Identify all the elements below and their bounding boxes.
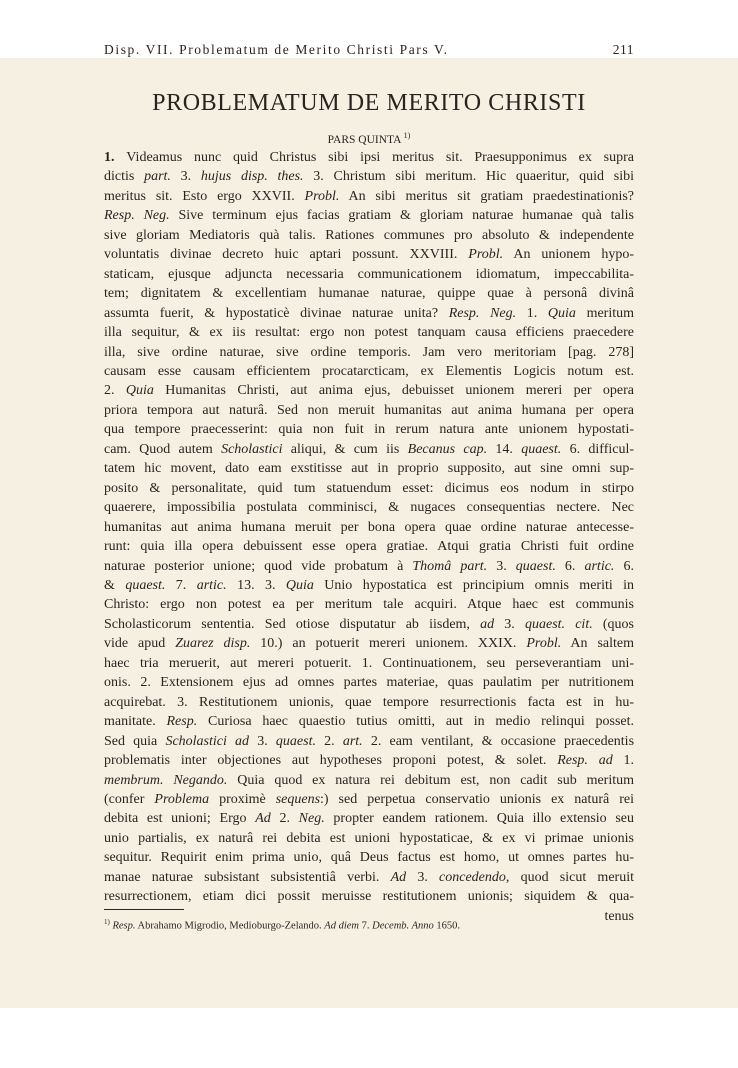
footnote-rule (104, 909, 184, 910)
text-segment: 2. (315, 733, 343, 749)
text-line (104, 771, 634, 790)
italic-text: Probl. (526, 636, 562, 652)
text-segment: An unionem hypo- (503, 247, 634, 263)
italic-text: Probl. (468, 247, 504, 263)
text-segment: cam. Quod autem (104, 441, 222, 457)
text-line (104, 479, 634, 498)
text-line (104, 148, 634, 167)
italic-text: Resp. ad (557, 753, 613, 769)
text-line (104, 634, 634, 653)
text-segment: runt: quia illa opera debuissent esse opera gratiae. Atqui gratia Christi fuit ordine (104, 539, 634, 555)
text-segment: dictis (104, 169, 145, 185)
text-line (104, 887, 634, 906)
text-segment: tatem hic movent, dato eam exstitisse aut in proprio supposito, aut sine omni sup- (104, 461, 634, 477)
subtitle-text: PARS QUINTA (327, 133, 401, 146)
text-segment: & (104, 577, 126, 593)
italic-text: art. (342, 733, 363, 749)
text-segment: 14. (487, 441, 522, 457)
text-segment: (quos (592, 616, 634, 632)
text-segment: quod sicut meruit (509, 869, 634, 885)
text-segment: sequitur. Requirit enim prima unio, quâ Deus factus est homo, ut omnes partes hu- (104, 850, 634, 866)
italic-text: quaest. (515, 558, 556, 574)
text-segment: Scholasticorum sententia. Sed otiose disputatur ab iisdem, (104, 616, 481, 632)
text-line (104, 343, 634, 362)
text-line (104, 245, 634, 264)
text-segment: naturae posterior unione; quod vide probatum à (104, 558, 413, 574)
page-title: PROBLEMATUM DE MERITO CHRISTI (152, 90, 586, 116)
italic-text: Neg. (298, 811, 325, 827)
text-segment: voluntatis divinae decreto huic aptari possunt. XXVIII. (104, 247, 469, 263)
text-segment: 7. (165, 577, 197, 593)
text-segment: 2. (270, 811, 299, 827)
text-segment: Sive terminum ejus facias gratiam & gloriam naturae humanae quà talis (169, 208, 634, 224)
text-segment: aliqui, & cum iis (282, 441, 408, 457)
text-segment: tem; dignitatem & excellentiam humanae naturae, quippe quae à personâ divinâ (104, 286, 634, 302)
italic-text: Ad (390, 869, 407, 885)
text-segment: 2. eam ventilant, & occasione praecedentis (362, 733, 634, 749)
text-line (104, 809, 634, 828)
text-line (104, 226, 634, 245)
text-line (104, 362, 634, 381)
text-segment: meritus sit. Esto ergo XXVII. (104, 188, 305, 204)
text-segment: debita est unioni; Ergo (104, 811, 256, 827)
text-segment: Sed quia (104, 733, 166, 749)
bottom-margin (0, 1008, 738, 1068)
italic-text: Quia (547, 305, 576, 321)
text-line (104, 557, 634, 576)
text-segment: posito & personalitate, quid tum statuendum esset: dicimus eos nodum in stirpo (104, 480, 634, 496)
text-segment: vide apud (104, 636, 176, 652)
text-segment: :) sed perpetua conservatio unionis ex naturâ rei (320, 791, 634, 807)
text-line (104, 712, 634, 731)
text-line (104, 595, 634, 614)
footnote-text (112, 921, 460, 932)
text-line (104, 751, 634, 770)
page-number: 211 (612, 42, 634, 57)
italic-text: membrum. Negando. (104, 772, 228, 788)
text-segment: tenus (604, 908, 634, 924)
text-segment: 6. (555, 558, 585, 574)
text-line (104, 732, 634, 751)
text-segment: An sibi meritus sit gratiam praedestinationis? (339, 188, 634, 204)
text-segment: priora tempora aut naturâ. Sed non meruit humanitas aut anima humana per opera (104, 402, 634, 418)
text-line (104, 537, 634, 556)
italic-text: quaest. (521, 441, 562, 457)
text-segment: illa sequitur, & ex iis resultat: ergo non potest tanquam causa efficiens praecedere (104, 325, 634, 341)
italic-text: quaest. cit. (524, 616, 593, 632)
text-line (104, 518, 634, 537)
text-segment: assumta fuerit, & hypostaticè divinae naturae unita? (104, 305, 449, 321)
text-segment: manitate. (104, 714, 167, 730)
italic-text: ad (480, 616, 495, 632)
text-segment: 1. (612, 753, 634, 769)
paragraph-number: 1. (104, 150, 127, 165)
text-segment: Quia quod ex natura rei debitum est, non cadit sub meritum (227, 772, 634, 788)
footnote-segment: Ad diem (324, 920, 359, 932)
italic-text: Zuarez disp. (175, 636, 251, 652)
footnote-segment: 7. (359, 920, 373, 932)
footnote-mark: 1) (104, 918, 110, 926)
text-segment: causam esse causam efficientem procatarcticam, ex Elementis Logicis notum est. (104, 363, 634, 379)
text-line (104, 167, 634, 186)
italic-text: sequens (275, 791, 321, 807)
text-line (104, 615, 634, 634)
text-segment: acquirebat. 3. Restitutionem unionis, quae tempore resurrectionis facta est in hu- (104, 694, 634, 710)
text-segment: 2. (104, 383, 126, 399)
running-head (104, 42, 634, 58)
text-segment: Unio hypostatica est principium omnis meriti in (313, 577, 634, 593)
italic-text: artic. (196, 577, 227, 593)
text-segment: 3. Christum sibi meritum. Hic quaeritur, quid sibi (303, 169, 634, 185)
text-line (104, 673, 634, 692)
text-segment: An saltem (561, 636, 634, 652)
text-segment: 3. (170, 169, 201, 185)
text-line (104, 206, 634, 225)
text-segment: qua tempore praecesserint: quia non fuit in rerum natura ante unionem hypostati- (104, 422, 634, 438)
text-segment: resurrectionem, etiam dici possit meruisse restitutionem unionis; siquidem & qua- (104, 889, 634, 905)
running-title: Disp. VII. Problematum de Merito Christi Pars V. (104, 42, 449, 57)
text-line (104, 265, 634, 284)
italic-text: Scholastici ad (165, 733, 250, 749)
text-line (104, 284, 634, 303)
italic-text: Quia (125, 383, 154, 399)
text-segment: 6. (614, 558, 634, 574)
italic-text: artic. (584, 558, 615, 574)
text-segment: 1. (516, 305, 548, 321)
text-segment: problematis inter objectiones aut hypotheses proponi potest, & solet. (104, 753, 558, 769)
italic-text: quaest. (275, 733, 316, 749)
text-line (104, 654, 634, 673)
text-line (104, 187, 634, 206)
text-segment: Videamus nunc quid Christus sibi ipsi meritus sit. Praesupponimus ex supra (126, 150, 634, 165)
text-segment: sive gloriam Mediatoris quà talis. Rationes communes pro absoluto & independente (104, 227, 634, 243)
text-line (104, 790, 634, 809)
text-segment: (confer (104, 791, 155, 807)
page-subtitle (104, 131, 634, 146)
footnote-segment: Abrahamo Migrodio, Medioburgo-Zelando. (135, 920, 325, 932)
text-segment: staticam, ejusque adjuncta necessaria communicationem idiomatum, impeccabilita- (104, 266, 634, 282)
italic-text: quaest. (125, 577, 166, 593)
italic-text: Resp. Neg. (448, 305, 517, 321)
text-line (104, 440, 634, 459)
text-segment: Curiosa haec quaestio tutius omitti, aut in medio relinqui posset. (197, 714, 634, 730)
italic-text: hujus disp. thes. (200, 169, 304, 185)
text-segment: proximè (209, 791, 276, 807)
text-line (104, 420, 634, 439)
text-segment: 13. 3. (226, 577, 286, 593)
text-segment: 6. difficul- (561, 441, 634, 457)
footnote-segment: 1650. (433, 920, 460, 932)
text-segment: 3. (487, 558, 516, 574)
text-line (104, 848, 634, 867)
italic-text: concedendo, (439, 869, 510, 885)
text-segment: haec tria meruerit, aut mereri potuerit. 1. Continuationem, seu perseverantiam uni- (104, 655, 634, 671)
italic-text: Resp. (166, 714, 198, 730)
body-text (104, 148, 634, 926)
text-segment: 10.) an potuerit mereri unionem. XXIX. (250, 636, 527, 652)
italic-text: Probl. (304, 188, 340, 204)
text-line (104, 381, 634, 400)
text-line (104, 323, 634, 342)
italic-text: Quia (285, 577, 314, 593)
text-segment: 3. (249, 733, 276, 749)
text-line (104, 576, 634, 595)
italic-text: Becanus cap. (407, 441, 488, 457)
text-line (104, 459, 634, 478)
italic-text: Thomâ part. (412, 558, 488, 574)
text-line (104, 829, 634, 848)
text-line (104, 693, 634, 712)
text-segment: quaerere, impossibilia postulata comminisci, & nugaces consequentias nectere. Nec (104, 500, 634, 516)
text-segment: Humanitas Christi, aut anima ejus, debuisset unionem mereri per opera (153, 383, 634, 399)
text-segment: illa, sive ordine naturae, sive ordine temporis. Jam vero meritoriam [pag. 278] (104, 344, 634, 360)
italic-text: Scholastici (221, 441, 283, 457)
text-line (104, 401, 634, 420)
footnote-reference: 1) (403, 131, 411, 140)
footnote-segment: Resp. (112, 920, 136, 932)
text-line (104, 304, 634, 323)
text-segment: humanitas aut anima humana meruit per bona opera quae ordine naturae antecesse- (104, 519, 634, 535)
text-segment: 3. (494, 616, 525, 632)
footnote-segment: Decemb. Anno (372, 920, 434, 932)
italic-text: Resp. Neg. (104, 208, 170, 224)
italic-text: part. (144, 169, 171, 185)
italic-text: Problema (154, 791, 210, 807)
text-segment: unio partialis, ex naturâ rei debita est unioni hypostaticae, & ex vi primae unionis (104, 830, 634, 846)
text-segment: propter eandem rationem. Quia illo extensio seu (324, 811, 634, 827)
text-line (104, 498, 634, 517)
text-line (104, 868, 634, 887)
text-segment: 3. (406, 869, 440, 885)
italic-text: Ad (255, 811, 271, 827)
text-segment: meritum (575, 305, 634, 321)
text-segment: onis. 2. Extensionem ejus ad omnes partes materiae, quas paulatim per nutritionem (104, 675, 634, 691)
text-segment: manae naturae subsistant subsistentiâ verbi. (104, 869, 391, 885)
text-segment: Christo: ergo non potest ea per meritum tale acquiri. Atque haec est communis (104, 597, 634, 613)
footnote (104, 918, 634, 932)
